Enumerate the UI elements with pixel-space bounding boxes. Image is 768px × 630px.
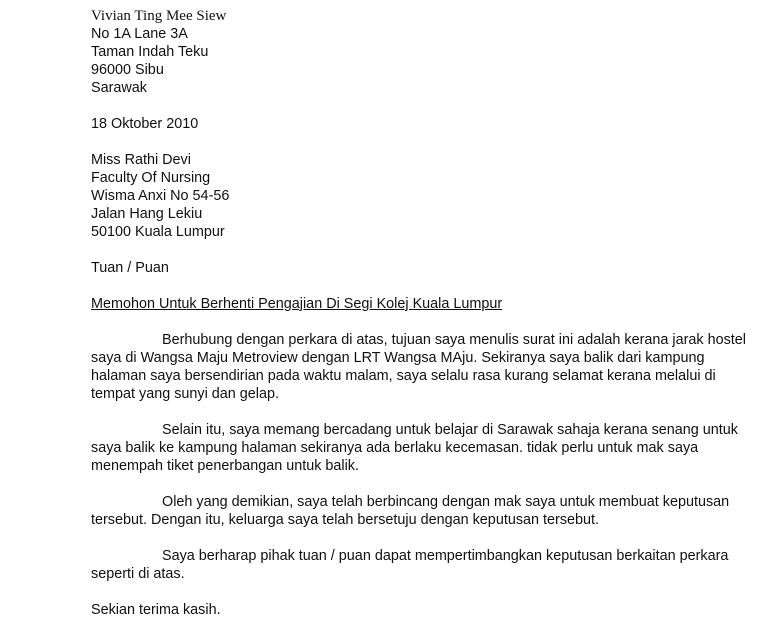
sender-address-line: 96000 Sibu (91, 62, 164, 78)
recipient-address (91, 151, 751, 241)
sender-name: Vivian Ting Mee Siew (91, 8, 227, 24)
salutation (91, 259, 751, 277)
letter-date (91, 115, 751, 133)
closing-text: Sekian terima kasih. (91, 602, 221, 618)
sender-address (91, 7, 751, 97)
subject-line (91, 295, 751, 313)
salutation-text: Tuan / Puan (91, 260, 169, 276)
recipient-line: Miss Rathi Devi (91, 152, 191, 168)
body-paragraph: Selain itu, saya memang bercadang untuk belajar di Sarawak sahaja kerana senang untuk saya balik ke kampung halaman sekiranya ada berlaku kecemasan. tidak perlu untuk mak saya menempah tiket penerbangan untuk balik. (91, 422, 738, 474)
sender-address-line: Taman Indah Teku (91, 44, 209, 60)
sender-address-line: No 1A Lane 3A (91, 26, 188, 42)
body-paragraph: Berhubung dengan perkara di atas, tujuan saya menulis surat ini adalah kerana jarak hostel saya di Wangsa Maju Metroview dengan LRT Wangsa MAju. Sekiranya saya balik dari kampung halaman saya bersendirian pada waktu malam, saya selalu rasa kurang selamat kerana melalui di tempat yang sunyi dan gelap. (91, 332, 746, 402)
body-paragraph: Oleh yang demikian, saya telah berbincang dengan mak saya untuk membuat keputusan tersebut. Dengan itu, keluarga saya telah bersetuju dengan keputusan tersebut. (91, 494, 730, 528)
recipient-line: Wisma Anxi No 54-56 (91, 188, 230, 204)
recipient-line: Faculty Of Nursing (91, 170, 211, 186)
sender-address-line: Sarawak (91, 80, 147, 96)
date-text: 18 Oktober 2010 (91, 116, 199, 132)
recipient-line: 50100 Kuala Lumpur (91, 224, 225, 240)
body-paragraph: Saya berharap pihak tuan / puan dapat mempertimbangkan keputusan berkaitan perkara seperti di atas. (91, 548, 729, 582)
subject-text: Memohon Untuk Berhenti Pengajian Di Segi Kolej Kuala Lumpur (91, 296, 503, 312)
recipient-line: Jalan Hang Lekiu (91, 206, 203, 222)
letter-body (91, 7, 751, 619)
